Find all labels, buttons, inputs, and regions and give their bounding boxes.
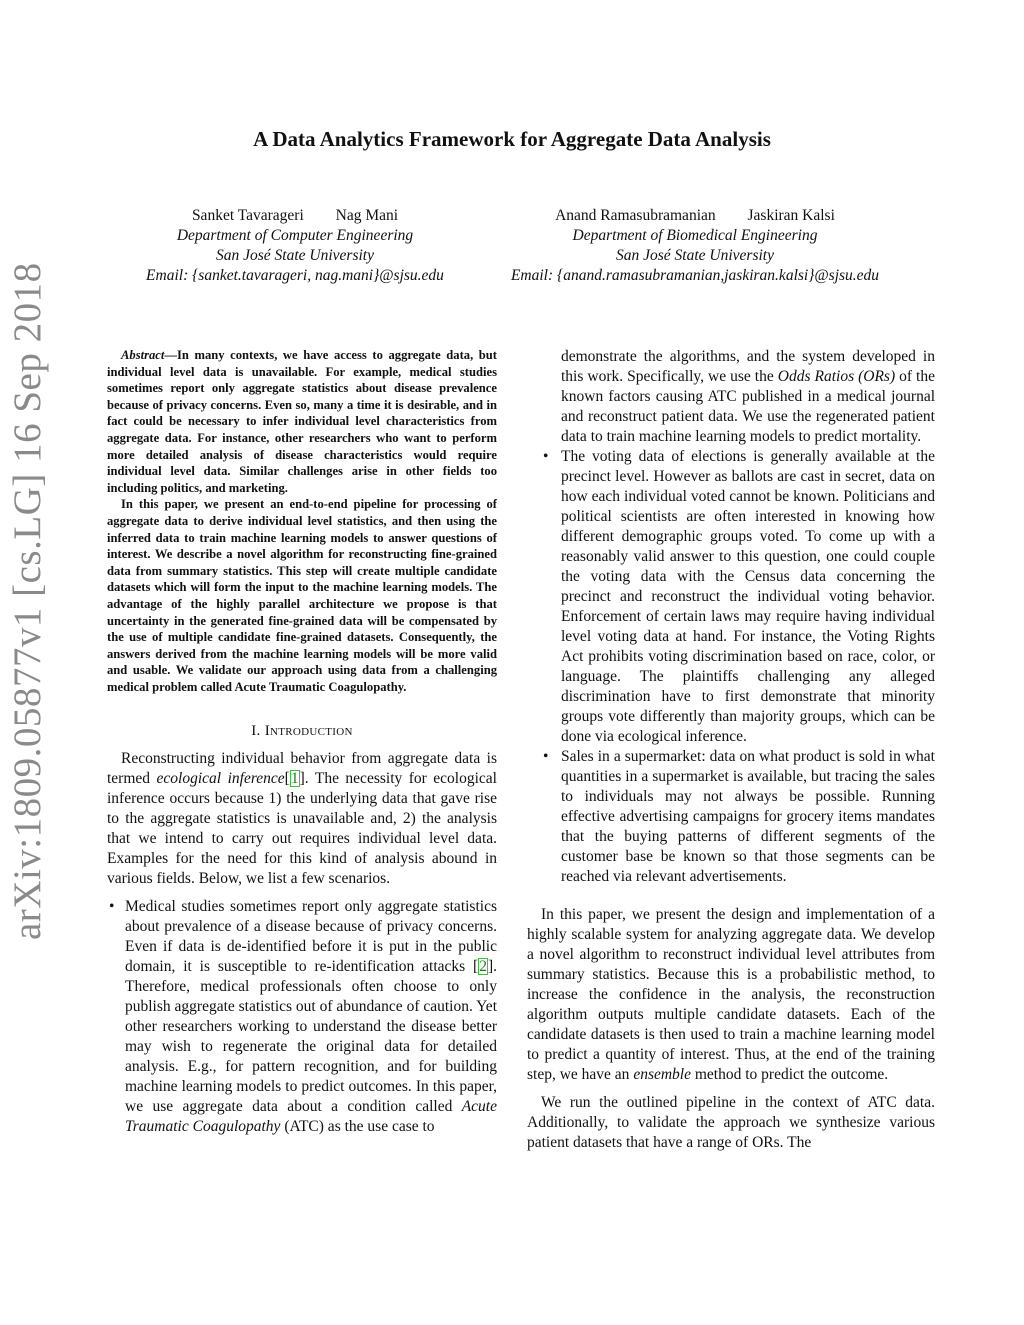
- body-paragraph: [527, 905, 935, 1085]
- author-block-left: [110, 206, 480, 286]
- italic-term: Odds Ratios (ORs): [777, 368, 896, 385]
- author-block-right: [480, 206, 910, 286]
- body-paragraph: Reconstructing individual behavior from aggregate data is termed ecological inference[1]. The necessity for ecological inference occurs because 1) the underlying data that gave rise to the aggregate statistics is unavailable and, 2) the analysis that we intend to carry out requires individual level data. Examples for the need for this kind of analysis abound in various fields. Below, we list a few scenarios.: [107, 750, 497, 888]
- author-university: San José State University: [216, 247, 374, 264]
- arxiv-identifier: arXiv:1809.05877v1 [cs.LG] 16 Sep 2018: [6, 262, 49, 940]
- text-span: method to predict the outcome.: [690, 1066, 889, 1083]
- scenario-list: [107, 897, 497, 1137]
- text-span: . The necessity for ecological inference occurs because 1) the underlying data that gave rise to the aggregate statistics is unavailable and, 2) the analysis that we intend to carry out requires individual level data. Examples for the need for this kind of analysis abound in various fields. Below, we list a few scenarios.: [107, 770, 497, 888]
- author-department: Department of Computer Engineering: [176, 227, 414, 244]
- italic-term: ecological inference: [156, 770, 285, 788]
- author-names: [480, 206, 910, 226]
- abstract-paragraph: In this paper, we present an end-to-end pipeline for processing of aggregate data to derive individual level statistics, and then using the inferred data to train machine learning models to answer questions of interest. We describe a novel algorithm for reconstructing fine-grained data from summary statistics. This step will create multiple candidate datasets which will form the input to the machine learning models. The advantage of the highly parallel architecture we propose is that uncertainty in the generated fine-grained data will be compensated by the use of multiple candidate fine-grained datasets. Consequently, the answers derived from the machine learning models will be more valid and usable. We validate our approach using data from a challenging medical problem called Acute Traumatic Coagulopathy.: [107, 497, 497, 694]
- text-span: Medical studies sometimes report only aggregate statistics about prevalence of a disease because of privacy concerns. Even if data is de-identified before it is put in the public domain, it is susceptible to re-identification attacks: [125, 898, 497, 976]
- abstract-label: Abstract: [121, 348, 165, 362]
- section-numeral: I.: [251, 723, 261, 740]
- spacer: [527, 887, 935, 905]
- section-title: Introduction: [264, 723, 353, 740]
- text-span: . Therefore, medical professionals often choose to only publish aggregate statistics out of abundance of caution. Yet other researchers working to understand the disease better may wish to regenerate the original data for detailed analysis. E.g., for pattern recognition, and for building machine learning models to predict outcomes. In this paper, we use aggregate data about a condition called: [125, 958, 497, 1116]
- author-name: Anand Ramasubramanian: [555, 207, 716, 224]
- author-email: Email: {anand.ramasubramanian,jaskiran.kalsi}@sjsu.edu: [510, 267, 880, 284]
- abstract-text: —In many contexts, we have access to aggregate data, but individual level data is unavailable. For example, medical studies sometimes report only aggregate statistics about disease prevalence because of privacy concerns. Even so, many a time it is desirable, and in fact could be necessary to infer individual level characteristics from aggregate data. For instance, other researchers who want to perform more detailed analysis of disease characteristics would require individual level data. Similar challenges arise in other fields too including politics, and marketing.: [107, 348, 497, 495]
- scenario-list-continued: [527, 347, 935, 887]
- author-names: [110, 206, 480, 226]
- text-span: Reconstructing individual behavior from aggregate data is termed: [107, 750, 497, 788]
- section-heading: [107, 721, 497, 741]
- body-paragraph: We run the outlined pipeline in the context of ATC data. Additionally, to validate the approach we synthesize various patient datasets that have a range of ORs. The: [527, 1094, 935, 1151]
- text-span: of the known factors causing ATC published in a medical journal and reconstruct patient data. We use the regenerated patient data to train machine learning models to predict mortality.: [561, 368, 935, 445]
- author-name: Nag Mani: [335, 207, 399, 224]
- text-span: demonstrate the algorithms, and the system developed in this work. Specifically, we use the: [561, 348, 935, 385]
- text-span: In this paper, we present the design and implementation of a highly scalable system for analyzing aggregate data. We develop a novel algorithm to reconstruct individual level attributes from summary statistics. Because this is a probabilistic method, to increase the confidence in the analysis, the reconstruction algorithm outputs multiple candidate datasets. Each of the candidate datasets is then used to train a machine learning model to predict a quantity of interest. Thus, at the end of the training step, we have an: [527, 906, 935, 1083]
- abstract-paragraph: [107, 347, 497, 496]
- list-item: • Sales in a supermarket: data on what product is sold in what quantities in a supermarket is available, but tracing the sales to individuals may not always be possible. Running effective advertising campaigns for grocery items mandates that the buying patterns of different segments of the customer base be known so that those segments can be reached via relevant advertisements.: [527, 747, 935, 887]
- author-university: San José State University: [616, 247, 774, 264]
- list-item: • Medical studies sometimes report only aggregate statistics about prevalence of a disease because of privacy concerns. Even if data is de-identified before it is put in the public domain, it is susceptible to re-identification attacks [2]. Therefore, medical professionals often choose to only publish aggregate statistics out of abundance of caution. Yet other researchers working to understand the disease better may wish to regenerate the original data for detailed analysis. E.g., for pattern recognition, and for building machine learning models to predict outcomes. In this paper, we use aggregate data about a condition called Acute Traumatic Coagulopathy (ATC) as the use case to: [107, 897, 497, 1137]
- author-name: Jaskiran Kalsi: [747, 207, 835, 224]
- abstract: [107, 347, 497, 695]
- author-department: Department of Biomedical Engineering: [572, 227, 818, 244]
- text-span: (ATC) as the use case to: [280, 1118, 435, 1136]
- paper-title: A Data Analytics Framework for Aggregate Data Analysis: [253, 127, 771, 151]
- citation-link[interactable]: 2: [479, 958, 487, 976]
- spacer: [527, 1085, 935, 1093]
- italic-term: ensemble: [633, 1066, 691, 1083]
- right-column: [527, 347, 935, 1153]
- author-email: Email: {sanket.tavarageri, nag.mani}@sjsu.edu: [146, 267, 444, 284]
- list-item-continued: [527, 347, 935, 447]
- citation-link[interactable]: 1: [290, 770, 299, 788]
- left-column: [107, 347, 497, 1137]
- author-name: Sanket Tavarageri: [191, 207, 304, 224]
- italic-term: Acute Traumatic Coagulopathy: [125, 1098, 497, 1136]
- list-item: • The voting data of elections is generally available at the precinct level. However as ballots are cast in secret, data on how each individual voted cannot be known. Politicians and political scientists are often interested in knowing how different demographic groups voted. To come up with a reasonably valid answer to this question, one could couple the voting data with the Census data concerning the precinct and reconstruct the individual voting behavior. Enforcement of certain laws may require having individual level voting data at hand. For instance, the Voting Rights Act prohibits voting discrimination based on race, color, or language. The plaintiffs challenging any alleged discrimination have to first demonstrate that minority groups vote differently than majority groups, which can be done via ecological inference.: [527, 447, 935, 747]
